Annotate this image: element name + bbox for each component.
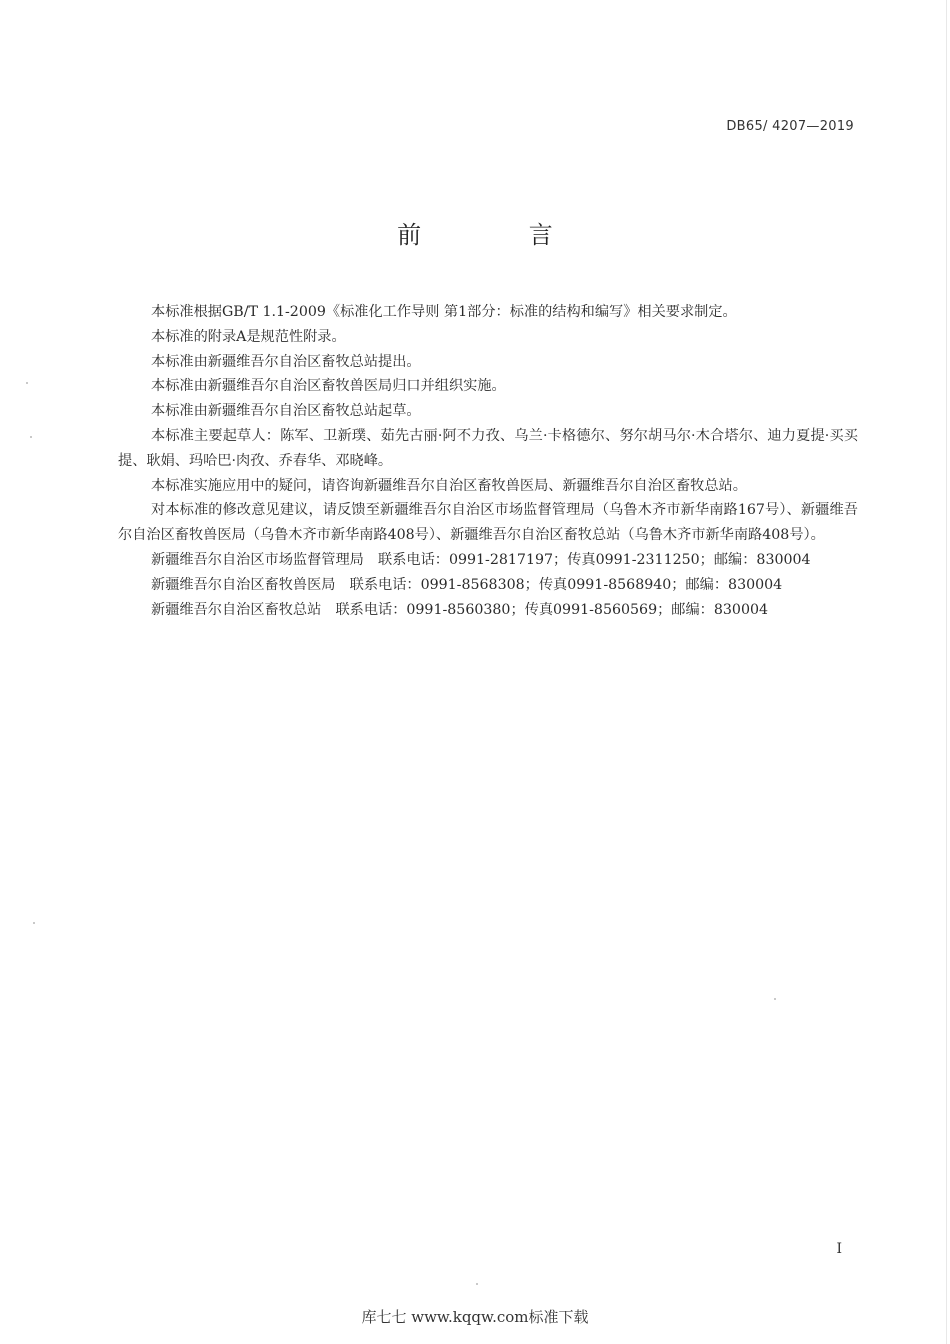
contact-line: 新疆维吾尔自治区市场监督管理局 联系电话：0991-2817197；传真0991-2311250；邮编：830004	[151, 551, 811, 568]
scan-speck	[774, 998, 776, 1000]
scan-edge-line	[946, 0, 947, 1344]
scan-speck	[476, 1283, 478, 1285]
contact-line: 新疆维吾尔自治区畜牧兽医局 联系电话：0991-8568308；传真0991-8568940；邮编：830004	[151, 576, 783, 593]
paragraph: 本标准主要起草人：陈军、卫新璞、茹先古丽·阿不力孜、乌兰·卡格德尔、努尔胡马尔·木合塔尔、迪力夏提·买买提、耿娟、玛哈巴·肉孜、乔春华、邓晓峰。	[118, 427, 858, 469]
paragraph: 本标准由新疆维吾尔自治区畜牧总站提出。	[151, 353, 421, 370]
paragraph: 本标准根据GB/T 1.1-2009《标准化工作导则 第1部分：标准的结构和编写》相关要求制定。	[151, 304, 737, 320]
paragraph: 本标准由新疆维吾尔自治区畜牧总站起草。	[151, 403, 421, 420]
page-number: I	[836, 1241, 842, 1257]
paragraph: 本标准实施应用中的疑问，请咨询新疆维吾尔自治区畜牧兽医局、新疆维吾尔自治区畜牧总站。	[151, 477, 747, 494]
scan-speck	[30, 436, 32, 438]
page-title: 前 言	[397, 221, 603, 249]
foreword-body	[118, 300, 858, 622]
paragraph: 对本标准的修改意见建议，请反馈至新疆维吾尔自治区市场监督管理局（乌鲁木齐市新华南路167号）、新疆维吾尔自治区畜牧兽医局（乌鲁木齐市新华南路408号）、新疆维吾尔自治区畜牧总站（乌鲁木齐市新华南路408号）。	[118, 502, 858, 544]
footer-watermark: 库七七 www.kqqw.com标准下载	[361, 1308, 589, 1326]
scan-speck	[33, 922, 35, 924]
paragraph: 本标准由新疆维吾尔自治区畜牧兽医局归口并组织实施。	[151, 378, 506, 395]
scan-speck	[26, 382, 28, 384]
paragraph: 本标准的附录A是规范性附录。	[151, 328, 346, 345]
standard-code: DB65/ 4207—2019	[726, 119, 854, 134]
contact-line: 新疆维吾尔自治区畜牧总站 联系电话：0991-8560380；传真0991-8560569；邮编：830004	[151, 601, 769, 618]
